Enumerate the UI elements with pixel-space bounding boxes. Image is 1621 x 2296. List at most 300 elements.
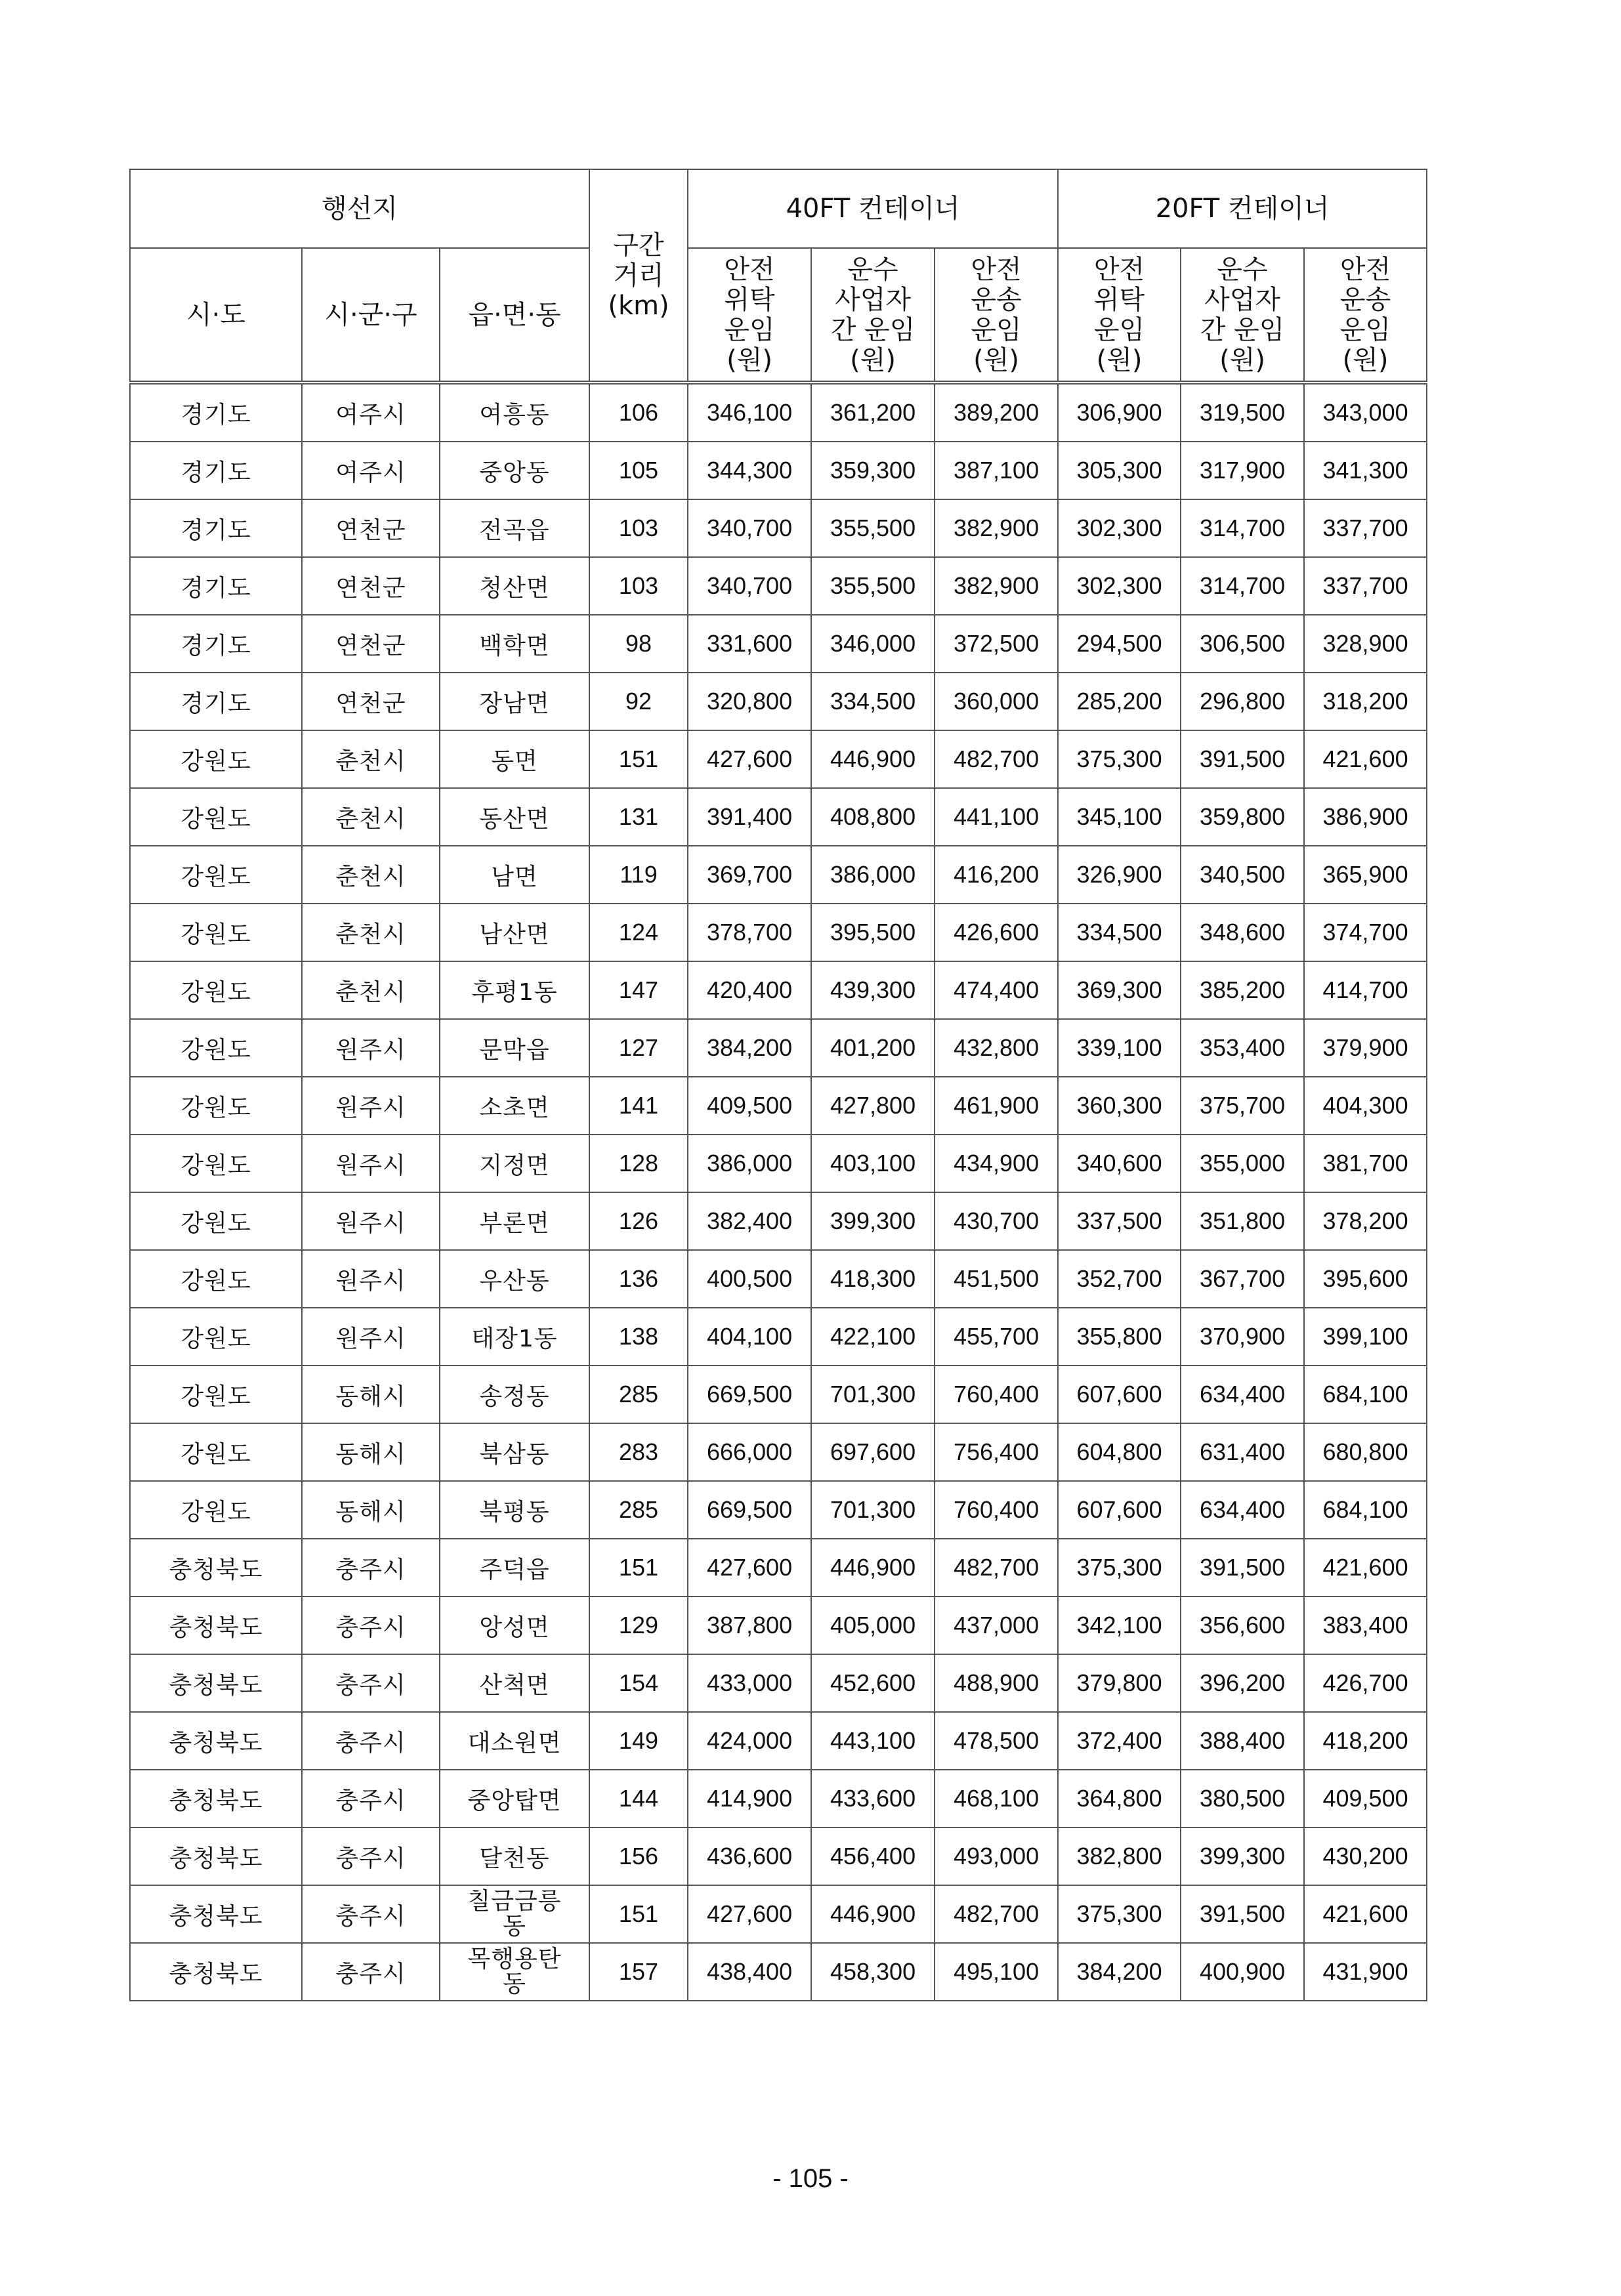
cell-distance: 98 [589,615,688,673]
cell-eupmyeondong: 여흥동 [440,383,589,442]
cell-sido: 강원도 [130,961,302,1019]
cell-distance: 285 [589,1366,688,1423]
cell-rate-20ft-safe-consign: 607,600 [1058,1366,1181,1423]
freight-rate-table [129,169,1427,2001]
cell-rate-40ft-between-carriers: 701,300 [811,1481,935,1539]
cell-rate-40ft-safe-consign: 438,400 [688,1943,811,2001]
cell-sigungu: 동해시 [302,1423,440,1481]
cell-eupmyeondong: 북삼동 [440,1423,589,1481]
cell-rate-40ft-safe-consign: 340,700 [688,557,811,615]
cell-rate-40ft-between-carriers: 408,800 [811,788,935,846]
cell-eupmyeondong: 남산면 [440,904,589,961]
cell-distance: 106 [589,383,688,442]
table-row [130,615,1427,673]
cell-rate-40ft-safe-transport: 430,700 [935,1192,1058,1250]
cell-eupmyeondong: 달천동 [440,1827,589,1885]
cell-rate-40ft-between-carriers: 386,000 [811,846,935,904]
cell-rate-40ft-safe-consign: 384,200 [688,1019,811,1077]
cell-rate-40ft-between-carriers: 439,300 [811,961,935,1019]
cell-rate-20ft-safe-transport: 431,900 [1304,1943,1427,2001]
header-destination: 행선지 [130,169,589,248]
cell-sido: 경기도 [130,442,302,499]
cell-eupmyeondong: 앙성면 [440,1597,589,1654]
cell-distance: 156 [589,1827,688,1885]
cell-rate-20ft-between-carriers: 399,300 [1181,1827,1304,1885]
cell-rate-20ft-safe-consign: 339,100 [1058,1019,1181,1077]
cell-sigungu: 춘천시 [302,846,440,904]
cell-rate-20ft-between-carriers: 385,200 [1181,961,1304,1019]
table-row [130,1712,1427,1770]
cell-sido: 경기도 [130,615,302,673]
cell-rate-20ft-between-carriers: 314,700 [1181,499,1304,557]
cell-distance: 126 [589,1192,688,1250]
cell-rate-40ft-safe-transport: 382,900 [935,499,1058,557]
header-20ft-safe-transport: 안전 운송 운임 (원) [1304,248,1427,383]
cell-eupmyeondong: 북평동 [440,1481,589,1539]
cell-rate-40ft-between-carriers: 405,000 [811,1597,935,1654]
cell-rate-40ft-between-carriers: 446,900 [811,730,935,788]
cell-rate-20ft-safe-transport: 404,300 [1304,1077,1427,1135]
cell-rate-20ft-safe-consign: 305,300 [1058,442,1181,499]
cell-rate-20ft-between-carriers: 396,200 [1181,1654,1304,1712]
cell-eupmyeondong: 지정면 [440,1135,589,1192]
cell-sigungu: 원주시 [302,1135,440,1192]
cell-sigungu: 충주시 [302,1712,440,1770]
cell-rate-20ft-safe-transport: 426,700 [1304,1654,1427,1712]
cell-sido: 강원도 [130,846,302,904]
cell-sido: 충청북도 [130,1885,302,1943]
table-row [130,383,1427,442]
cell-sigungu: 원주시 [302,1250,440,1308]
cell-distance: 141 [589,1077,688,1135]
cell-rate-40ft-safe-transport: 437,000 [935,1597,1058,1654]
cell-rate-40ft-safe-consign: 424,000 [688,1712,811,1770]
table-row [130,1019,1427,1077]
cell-rate-20ft-safe-consign: 352,700 [1058,1250,1181,1308]
cell-rate-40ft-safe-transport: 493,000 [935,1827,1058,1885]
cell-eupmyeondong: 부론면 [440,1192,589,1250]
cell-sigungu: 춘천시 [302,904,440,961]
cell-rate-40ft-safe-transport: 389,200 [935,383,1058,442]
table-row [130,1654,1427,1712]
cell-rate-40ft-safe-consign: 386,000 [688,1135,811,1192]
header-40ft-safe-consign: 안전 위탁 운임 (원) [688,248,811,383]
cell-rate-20ft-safe-consign: 355,800 [1058,1308,1181,1366]
header-20ft-between-carriers: 운수 사업자 간 운임 (원) [1181,248,1304,383]
cell-eupmyeondong: 동면 [440,730,589,788]
table-row [130,904,1427,961]
cell-eupmyeondong: 주덕읍 [440,1539,589,1597]
cell-rate-20ft-between-carriers: 306,500 [1181,615,1304,673]
cell-rate-40ft-safe-transport: 461,900 [935,1077,1058,1135]
cell-sido: 강원도 [130,1308,302,1366]
cell-sigungu: 연천군 [302,499,440,557]
cell-distance: 105 [589,442,688,499]
cell-eupmyeondong: 우산동 [440,1250,589,1308]
cell-rate-20ft-safe-consign: 607,600 [1058,1481,1181,1539]
header-sido: 시·도 [130,248,302,383]
table-row [130,846,1427,904]
cell-rate-20ft-between-carriers: 631,400 [1181,1423,1304,1481]
cell-rate-20ft-between-carriers: 296,800 [1181,673,1304,730]
cell-sido: 충청북도 [130,1597,302,1654]
cell-rate-20ft-between-carriers: 319,500 [1181,383,1304,442]
table-row [130,1943,1427,2001]
cell-rate-20ft-between-carriers: 380,500 [1181,1770,1304,1827]
cell-distance: 144 [589,1770,688,1827]
cell-sigungu: 충주시 [302,1539,440,1597]
cell-rate-40ft-safe-consign: 414,900 [688,1770,811,1827]
cell-rate-40ft-safe-transport: 482,700 [935,1885,1058,1943]
cell-sigungu: 연천군 [302,615,440,673]
cell-eupmyeondong [440,1885,589,1943]
cell-sigungu: 동해시 [302,1481,440,1539]
cell-distance: 151 [589,1885,688,1943]
cell-rate-40ft-safe-transport: 488,900 [935,1654,1058,1712]
cell-rate-20ft-safe-transport: 684,100 [1304,1366,1427,1423]
table-row [130,961,1427,1019]
cell-rate-20ft-safe-transport: 341,300 [1304,442,1427,499]
cell-rate-20ft-between-carriers: 391,500 [1181,1539,1304,1597]
cell-rate-20ft-safe-consign: 334,500 [1058,904,1181,961]
header-40ft-container: 40FT 컨테이너 [688,169,1058,248]
cell-rate-20ft-safe-consign: 306,900 [1058,383,1181,442]
cell-rate-20ft-safe-consign: 294,500 [1058,615,1181,673]
cell-rate-40ft-safe-transport: 387,100 [935,442,1058,499]
cell-eupmyeondong: 후평1동 [440,961,589,1019]
cell-distance: 147 [589,961,688,1019]
table-row [130,1885,1427,1943]
cell-rate-20ft-safe-consign: 379,800 [1058,1654,1181,1712]
cell-sigungu: 충주시 [302,1654,440,1712]
cell-rate-20ft-safe-consign: 375,300 [1058,1539,1181,1597]
cell-distance: 154 [589,1654,688,1712]
cell-rate-40ft-safe-consign: 404,100 [688,1308,811,1366]
table-row [130,1770,1427,1827]
cell-rate-40ft-safe-transport: 482,700 [935,730,1058,788]
table-row [130,788,1427,846]
cell-sigungu: 원주시 [302,1077,440,1135]
cell-rate-20ft-safe-consign: 285,200 [1058,673,1181,730]
cell-rate-20ft-between-carriers: 340,500 [1181,846,1304,904]
cell-rate-40ft-safe-consign: 409,500 [688,1077,811,1135]
cell-eupmyeondong: 중앙동 [440,442,589,499]
cell-sido: 충청북도 [130,1827,302,1885]
cell-rate-40ft-safe-transport: 372,500 [935,615,1058,673]
cell-rate-20ft-safe-transport: 365,900 [1304,846,1427,904]
cell-rate-40ft-between-carriers: 446,900 [811,1885,935,1943]
cell-rate-20ft-between-carriers: 375,700 [1181,1077,1304,1135]
cell-rate-20ft-safe-consign: 375,300 [1058,1885,1181,1943]
cell-rate-40ft-safe-consign: 400,500 [688,1250,811,1308]
cell-rate-20ft-safe-consign: 360,300 [1058,1077,1181,1135]
cell-rate-20ft-between-carriers: 353,400 [1181,1019,1304,1077]
cell-distance: 129 [589,1597,688,1654]
cell-sido: 충청북도 [130,1712,302,1770]
cell-eupmyeondong: 대소원면 [440,1712,589,1770]
cell-eupmyeondong: 장남면 [440,673,589,730]
table-row [130,557,1427,615]
cell-sigungu: 춘천시 [302,730,440,788]
cell-sigungu: 충주시 [302,1597,440,1654]
cell-rate-40ft-safe-consign: 391,400 [688,788,811,846]
table-row [130,1597,1427,1654]
cell-rate-20ft-safe-consign: 340,600 [1058,1135,1181,1192]
table-row [130,1308,1427,1366]
table-row [130,730,1427,788]
cell-distance: 103 [589,557,688,615]
cell-rate-40ft-safe-consign: 369,700 [688,846,811,904]
cell-rate-20ft-between-carriers: 400,900 [1181,1943,1304,2001]
header-sigungu: 시·군·구 [302,248,440,383]
cell-rate-20ft-between-carriers: 317,900 [1181,442,1304,499]
cell-sigungu: 원주시 [302,1192,440,1250]
cell-rate-40ft-between-carriers: 355,500 [811,499,935,557]
cell-rate-40ft-between-carriers: 422,100 [811,1308,935,1366]
cell-sigungu: 여주시 [302,383,440,442]
table-row [130,1250,1427,1308]
cell-distance: 128 [589,1135,688,1192]
cell-sido: 강원도 [130,1481,302,1539]
cell-rate-20ft-safe-consign: 326,900 [1058,846,1181,904]
cell-rate-20ft-between-carriers: 351,800 [1181,1192,1304,1250]
header-20ft-safe-consign: 안전 위탁 운임 (원) [1058,248,1181,383]
cell-rate-40ft-safe-consign: 427,600 [688,1885,811,1943]
cell-rate-40ft-safe-transport: 478,500 [935,1712,1058,1770]
cell-rate-40ft-safe-consign: 344,300 [688,442,811,499]
cell-rate-40ft-safe-transport: 360,000 [935,673,1058,730]
cell-sigungu: 동해시 [302,1366,440,1423]
cell-rate-20ft-safe-transport: 379,900 [1304,1019,1427,1077]
cell-rate-40ft-safe-transport: 495,100 [935,1943,1058,2001]
cell-rate-40ft-between-carriers: 359,300 [811,442,935,499]
cell-rate-20ft-safe-transport: 378,200 [1304,1192,1427,1250]
cell-eupmyeondong: 소초면 [440,1077,589,1135]
cell-distance: 283 [589,1423,688,1481]
cell-rate-20ft-safe-transport: 343,000 [1304,383,1427,442]
cell-sido: 강원도 [130,904,302,961]
cell-distance: 151 [589,730,688,788]
cell-rate-40ft-safe-consign: 378,700 [688,904,811,961]
cell-sigungu: 충주시 [302,1770,440,1827]
cell-distance: 119 [589,846,688,904]
cell-distance: 149 [589,1712,688,1770]
cell-eupmyeondong [440,1943,589,2001]
cell-rate-40ft-safe-consign: 340,700 [688,499,811,557]
cell-rate-40ft-safe-transport: 482,700 [935,1539,1058,1597]
cell-rate-40ft-between-carriers: 433,600 [811,1770,935,1827]
cell-eupmyeondong: 전곡읍 [440,499,589,557]
cell-rate-40ft-between-carriers: 443,100 [811,1712,935,1770]
cell-rate-20ft-safe-consign: 382,800 [1058,1827,1181,1885]
cell-eupmyeondong: 산척면 [440,1654,589,1712]
cell-sido: 충청북도 [130,1770,302,1827]
cell-rate-20ft-between-carriers: 359,800 [1181,788,1304,846]
cell-rate-20ft-safe-consign: 384,200 [1058,1943,1181,2001]
header-eupmyeondong: 읍·면·동 [440,248,589,383]
cell-rate-40ft-safe-transport: 760,400 [935,1481,1058,1539]
cell-distance: 127 [589,1019,688,1077]
cell-rate-40ft-safe-transport: 756,400 [935,1423,1058,1481]
cell-distance: 138 [589,1308,688,1366]
cell-rate-20ft-safe-consign: 364,800 [1058,1770,1181,1827]
header-40ft-safe-transport: 안전 운송 운임 (원) [935,248,1058,383]
cell-rate-40ft-safe-consign: 420,400 [688,961,811,1019]
cell-rate-40ft-safe-transport: 426,600 [935,904,1058,961]
cell-rate-40ft-between-carriers: 403,100 [811,1135,935,1192]
cell-eupmyeondong: 청산면 [440,557,589,615]
cell-rate-20ft-between-carriers: 355,000 [1181,1135,1304,1192]
cell-rate-20ft-safe-transport: 337,700 [1304,557,1427,615]
cell-sido: 강원도 [130,730,302,788]
cell-rate-40ft-safe-transport: 451,500 [935,1250,1058,1308]
cell-eupmyeondong: 남면 [440,846,589,904]
cell-rate-40ft-between-carriers: 452,600 [811,1654,935,1712]
cell-text: 목행용탄 동 [467,1945,562,1997]
cell-rate-20ft-safe-transport: 318,200 [1304,673,1427,730]
cell-rate-40ft-safe-consign: 669,500 [688,1366,811,1423]
cell-sigungu: 춘천시 [302,788,440,846]
cell-rate-40ft-between-carriers: 346,000 [811,615,935,673]
cell-sigungu: 연천군 [302,557,440,615]
cell-rate-40ft-safe-consign: 433,000 [688,1654,811,1712]
cell-rate-20ft-safe-transport: 430,200 [1304,1827,1427,1885]
cell-sido: 경기도 [130,499,302,557]
cell-rate-20ft-safe-consign: 372,400 [1058,1712,1181,1770]
cell-rate-20ft-safe-transport: 374,700 [1304,904,1427,961]
cell-rate-20ft-between-carriers: 391,500 [1181,1885,1304,1943]
cell-distance: 103 [589,499,688,557]
header-20ft-container: 20FT 컨테이너 [1058,169,1427,248]
cell-rate-40ft-safe-consign: 387,800 [688,1597,811,1654]
cell-sido: 강원도 [130,1135,302,1192]
cell-rate-40ft-between-carriers: 355,500 [811,557,935,615]
cell-sigungu: 충주시 [302,1885,440,1943]
table-row [130,442,1427,499]
cell-rate-40ft-safe-transport: 468,100 [935,1770,1058,1827]
cell-eupmyeondong: 백학면 [440,615,589,673]
cell-rate-40ft-safe-consign: 427,600 [688,1539,811,1597]
cell-distance: 285 [589,1481,688,1539]
cell-eupmyeondong: 동산면 [440,788,589,846]
cell-rate-20ft-safe-transport: 399,100 [1304,1308,1427,1366]
cell-rate-20ft-safe-transport: 418,200 [1304,1712,1427,1770]
cell-sido: 강원도 [130,1250,302,1308]
cell-rate-20ft-safe-consign: 369,300 [1058,961,1181,1019]
cell-rate-40ft-safe-transport: 434,900 [935,1135,1058,1192]
cell-distance: 92 [589,673,688,730]
cell-rate-40ft-safe-consign: 666,000 [688,1423,811,1481]
cell-rate-20ft-safe-transport: 383,400 [1304,1597,1427,1654]
cell-rate-40ft-between-carriers: 456,400 [811,1827,935,1885]
cell-rate-40ft-safe-transport: 432,800 [935,1019,1058,1077]
cell-sido: 충청북도 [130,1654,302,1712]
cell-rate-20ft-safe-consign: 345,100 [1058,788,1181,846]
cell-rate-20ft-safe-transport: 421,600 [1304,1539,1427,1597]
cell-rate-40ft-safe-transport: 441,100 [935,788,1058,846]
table-row [130,1366,1427,1423]
cell-sido: 경기도 [130,557,302,615]
header-distance-text: 구간 거리 (km) [608,230,669,321]
cell-rate-20ft-between-carriers: 367,700 [1181,1250,1304,1308]
cell-sido: 경기도 [130,673,302,730]
cell-rate-20ft-safe-transport: 421,600 [1304,730,1427,788]
cell-distance: 131 [589,788,688,846]
cell-rate-40ft-between-carriers: 458,300 [811,1943,935,2001]
table-row [130,1539,1427,1597]
cell-sigungu: 연천군 [302,673,440,730]
cell-rate-40ft-safe-consign: 427,600 [688,730,811,788]
cell-sigungu: 원주시 [302,1308,440,1366]
cell-rate-40ft-safe-consign: 382,400 [688,1192,811,1250]
cell-sigungu: 충주시 [302,1827,440,1885]
cell-rate-40ft-between-carriers: 701,300 [811,1366,935,1423]
cell-rate-40ft-safe-consign: 436,600 [688,1827,811,1885]
cell-rate-40ft-between-carriers: 427,800 [811,1077,935,1135]
table-row [130,1423,1427,1481]
cell-rate-40ft-safe-transport: 455,700 [935,1308,1058,1366]
cell-sido: 강원도 [130,1077,302,1135]
cell-rate-20ft-safe-transport: 381,700 [1304,1135,1427,1192]
cell-rate-20ft-safe-consign: 337,500 [1058,1192,1181,1250]
cell-sido: 충청북도 [130,1539,302,1597]
cell-rate-20ft-safe-consign: 375,300 [1058,730,1181,788]
table-row [130,1481,1427,1539]
cell-rate-40ft-between-carriers: 697,600 [811,1423,935,1481]
cell-rate-40ft-safe-consign: 331,600 [688,615,811,673]
cell-sigungu: 춘천시 [302,961,440,1019]
cell-rate-40ft-between-carriers: 418,300 [811,1250,935,1308]
cell-rate-20ft-between-carriers: 370,900 [1181,1308,1304,1366]
table-body [130,383,1427,2001]
cell-rate-40ft-between-carriers: 361,200 [811,383,935,442]
cell-rate-20ft-safe-consign: 342,100 [1058,1597,1181,1654]
cell-rate-20ft-safe-transport: 414,700 [1304,961,1427,1019]
cell-rate-20ft-safe-transport: 337,700 [1304,499,1427,557]
cell-rate-20ft-between-carriers: 391,500 [1181,730,1304,788]
cell-sido: 강원도 [130,1019,302,1077]
cell-rate-40ft-safe-transport: 760,400 [935,1366,1058,1423]
table-row [130,673,1427,730]
cell-sido: 충청북도 [130,1943,302,2001]
cell-rate-20ft-between-carriers: 634,400 [1181,1366,1304,1423]
cell-rate-20ft-safe-transport: 421,600 [1304,1885,1427,1943]
cell-text: 칠금금릉 동 [467,1887,562,1940]
cell-rate-40ft-safe-consign: 346,100 [688,383,811,442]
table-row [130,1192,1427,1250]
cell-sigungu: 여주시 [302,442,440,499]
page-number: - 105 - [772,2164,849,2193]
cell-sigungu: 원주시 [302,1019,440,1077]
cell-rate-40ft-safe-transport: 416,200 [935,846,1058,904]
cell-rate-20ft-safe-transport: 409,500 [1304,1770,1427,1827]
cell-sido: 강원도 [130,788,302,846]
cell-sido: 강원도 [130,1366,302,1423]
cell-rate-20ft-safe-transport: 395,600 [1304,1250,1427,1308]
cell-rate-20ft-safe-transport: 328,900 [1304,615,1427,673]
cell-eupmyeondong: 송정동 [440,1366,589,1423]
cell-rate-20ft-between-carriers: 388,400 [1181,1712,1304,1770]
cell-distance: 151 [589,1539,688,1597]
cell-sido: 경기도 [130,383,302,442]
cell-rate-40ft-safe-transport: 382,900 [935,557,1058,615]
cell-rate-40ft-between-carriers: 395,500 [811,904,935,961]
table-row [130,1077,1427,1135]
cell-rate-20ft-between-carriers: 356,600 [1181,1597,1304,1654]
cell-eupmyeondong: 중앙탑면 [440,1770,589,1827]
cell-rate-40ft-safe-consign: 320,800 [688,673,811,730]
cell-rate-20ft-safe-transport: 684,100 [1304,1481,1427,1539]
